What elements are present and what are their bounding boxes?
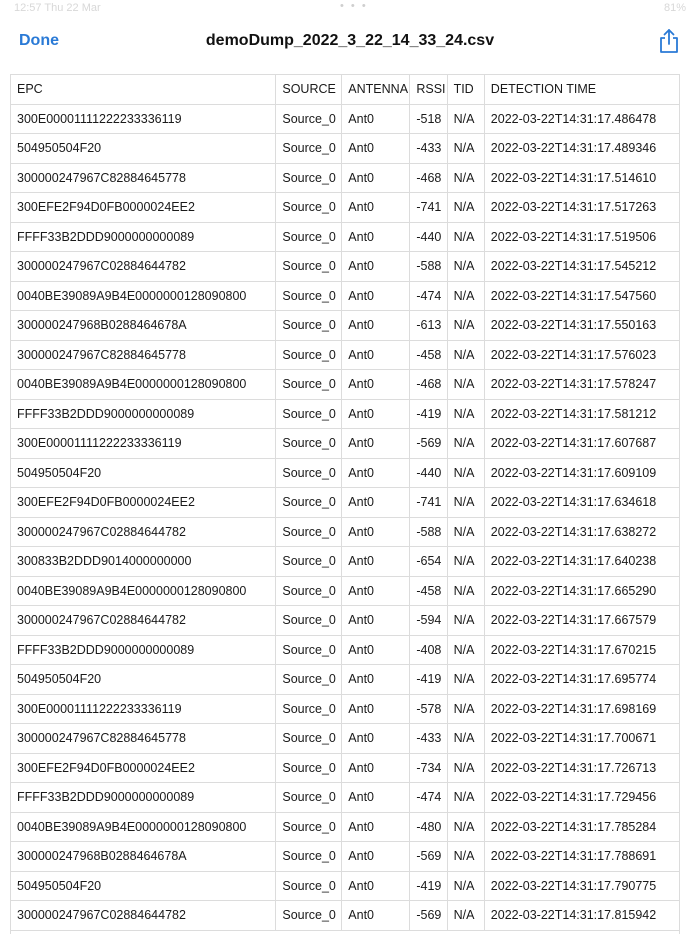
cell-detection-time: 2022-03-22T14:31:17.486478 — [484, 104, 679, 134]
cell-source: Source_0 — [276, 842, 342, 872]
table-row — [11, 222, 679, 252]
cell-source: Source_0 — [276, 429, 342, 459]
cell-tid: N/A — [447, 812, 484, 842]
cell-epc: FFFF33B2DDD9000000000089 — [11, 635, 276, 665]
table-row — [11, 547, 679, 577]
cell-source: Source_0 — [276, 281, 342, 311]
cell-detection-time: 2022-03-22T14:31:17.640238 — [484, 547, 679, 577]
cell-detection-time: 2022-03-22T14:31:17.785284 — [484, 812, 679, 842]
cell-antenna: Ant0 — [342, 134, 410, 164]
cell-antenna: Ant0 — [342, 104, 410, 134]
cell-tid: N/A — [447, 163, 484, 193]
header-epc: EPC — [11, 75, 276, 105]
cell-source: Source_0 — [276, 252, 342, 282]
cell-source: Source_0 — [276, 753, 342, 783]
header-rssi: RSSI — [410, 75, 447, 105]
cell-antenna: Ant0 — [342, 812, 410, 842]
cell-epc: 300000247967C02884644782 — [11, 517, 276, 547]
csv-table-container[interactable] — [10, 74, 680, 934]
cell-tid: N/A — [447, 606, 484, 636]
header-detection-time: DETECTION TIME — [484, 75, 679, 105]
cell-detection-time: 2022-03-22T14:31:17.581212 — [484, 399, 679, 429]
cell-detection-time: 2022-03-22T14:31:17.729456 — [484, 783, 679, 813]
cell-tid: N/A — [447, 340, 484, 370]
cell-rssi: -518 — [410, 104, 447, 134]
cell-source: Source_0 — [276, 517, 342, 547]
cell-detection-time: 2022-03-22T14:31:17.519506 — [484, 222, 679, 252]
table-row — [11, 783, 679, 813]
cell-rssi: -578 — [410, 694, 447, 724]
cell-rssi: -468 — [410, 163, 447, 193]
table-row — [11, 871, 679, 901]
cell-tid: N/A — [447, 281, 484, 311]
cell-rssi: -588 — [410, 252, 447, 282]
cell-detection-time: 2022-03-22T14:31:17.576023 — [484, 340, 679, 370]
cell-antenna: Ant0 — [342, 576, 410, 606]
header-source: SOURCE — [276, 75, 342, 105]
table-row — [11, 576, 679, 606]
cell-antenna: Ant0 — [342, 222, 410, 252]
cell-tid: N/A — [447, 399, 484, 429]
cell-tid: N/A — [447, 222, 484, 252]
table-row — [11, 458, 679, 488]
cell-source: Source_0 — [276, 134, 342, 164]
cell-antenna: Ant0 — [342, 724, 410, 754]
cell-rssi: -588 — [410, 517, 447, 547]
cell-detection-time: 2022-03-22T14:31:17.547560 — [484, 281, 679, 311]
cell-source: Source_0 — [276, 488, 342, 518]
cell-detection-time: 2022-03-22T14:31:17.790775 — [484, 871, 679, 901]
cell-epc: 300EFE2F94D0FB0000024EE2 — [11, 488, 276, 518]
cell-tid: N/A — [447, 134, 484, 164]
cell-antenna: Ant0 — [342, 429, 410, 459]
table-row — [11, 753, 679, 783]
cell-antenna: Ant0 — [342, 399, 410, 429]
table-row — [11, 517, 679, 547]
multitasking-dots[interactable]: • • • — [340, 0, 368, 12]
cell-epc: 504950504F20 — [11, 871, 276, 901]
table-row — [11, 665, 679, 695]
cell-tid: N/A — [447, 576, 484, 606]
table-row — [11, 901, 679, 931]
table-row — [11, 134, 679, 164]
cell-detection-time: 2022-03-22T14:31:17.514610 — [484, 163, 679, 193]
cell-epc: FFFF33B2DDD9000000000089 — [11, 783, 276, 813]
cell-tid: N/A — [447, 783, 484, 813]
header-tid: TID — [447, 75, 484, 105]
cell-tid: N/A — [447, 901, 484, 931]
cell-detection-time: 2022-03-22T14:31:17.665290 — [484, 576, 679, 606]
cell-detection-time: 2022-03-22T14:31:17.609109 — [484, 458, 679, 488]
table-row — [11, 488, 679, 518]
table-row — [11, 163, 679, 193]
cell-detection-time: 2022-03-22T14:31:17.517263 — [484, 193, 679, 223]
status-battery: 81% — [663, 2, 686, 14]
cell-epc: 0040BE39089A9B4E0000000128090800 — [11, 812, 276, 842]
cell-antenna: Ant0 — [342, 665, 410, 695]
table-row — [11, 399, 679, 429]
cell-antenna: Ant0 — [342, 281, 410, 311]
cell-epc: 300833B2DDD9014000000000 — [11, 547, 276, 577]
cell-detection-time: 2022-03-22T14:31:17.634618 — [484, 488, 679, 518]
status-bar — [0, 0, 700, 18]
cell-epc: 300000247968B0288464678A — [11, 842, 276, 872]
cell-rssi: -654 — [410, 547, 447, 577]
cell-epc: FFFF33B2DDD9000000000089 — [11, 399, 276, 429]
cell-antenna: Ant0 — [342, 694, 410, 724]
cell-detection-time: 2022-03-22T14:31:17.670215 — [484, 635, 679, 665]
table-row — [11, 281, 679, 311]
cell-detection-time: 2022-03-22T14:31:17.638272 — [484, 517, 679, 547]
cell-tid: N/A — [447, 488, 484, 518]
cell-rssi: -419 — [410, 399, 447, 429]
cell-tid: N/A — [447, 665, 484, 695]
table-row — [11, 635, 679, 665]
cell-epc: 300000247967C02884644782 — [11, 252, 276, 282]
cell-antenna: Ant0 — [342, 842, 410, 872]
table-row — [11, 193, 679, 223]
cell-source: Source_0 — [276, 222, 342, 252]
cell-detection-time: 2022-03-22T14:31:17.550163 — [484, 311, 679, 341]
cell-antenna: Ant0 — [342, 311, 410, 341]
cell-tid: N/A — [447, 370, 484, 400]
share-icon[interactable] — [658, 28, 680, 54]
cell-epc: 300E00001111222233336119 — [11, 429, 276, 459]
cell-tid: N/A — [447, 724, 484, 754]
cell-antenna: Ant0 — [342, 193, 410, 223]
cell-source: Source_0 — [276, 606, 342, 636]
cell-detection-time: 2022-03-22T14:31:17.489346 — [484, 134, 679, 164]
cell-epc: 300000247967C82884645778 — [11, 724, 276, 754]
table-row — [11, 104, 679, 134]
cell-antenna: Ant0 — [342, 340, 410, 370]
table-row — [11, 606, 679, 636]
cell-rssi: -433 — [410, 134, 447, 164]
cell-detection-time: 2022-03-22T14:31:17.695774 — [484, 665, 679, 695]
cell-rssi: -734 — [410, 753, 447, 783]
cell-rssi: -419 — [410, 665, 447, 695]
cell-antenna: Ant0 — [342, 547, 410, 577]
cell-tid: N/A — [447, 842, 484, 872]
cell-epc: FFFF33B2DDD9000000000089 — [11, 222, 276, 252]
cell-epc: 300000247967C02884644782 — [11, 606, 276, 636]
cell-source: Source_0 — [276, 340, 342, 370]
cell-tid: N/A — [447, 458, 484, 488]
cell-epc: 300000247967C82884645778 — [11, 340, 276, 370]
cell-detection-time: 2022-03-22T14:31:17.578247 — [484, 370, 679, 400]
cell-source: Source_0 — [276, 399, 342, 429]
navigation-bar — [0, 18, 700, 64]
cell-detection-time: 2022-03-22T14:31:17.726713 — [484, 753, 679, 783]
table-row — [11, 429, 679, 459]
cell-rssi: -468 — [410, 370, 447, 400]
cell-source: Source_0 — [276, 871, 342, 901]
cell-source: Source_0 — [276, 665, 342, 695]
cell-tid: N/A — [447, 871, 484, 901]
cell-detection-time: 2022-03-22T14:31:17.698169 — [484, 694, 679, 724]
cell-detection-time: 2022-03-22T14:31:17.700671 — [484, 724, 679, 754]
cell-antenna: Ant0 — [342, 606, 410, 636]
table-row — [11, 370, 679, 400]
cell-detection-time: 2022-03-22T14:31:17.815942 — [484, 901, 679, 931]
cell-epc: 0040BE39089A9B4E0000000128090800 — [11, 576, 276, 606]
cell-rssi: -594 — [410, 606, 447, 636]
status-date: Thu 22 Mar — [44, 2, 101, 14]
table-row — [11, 842, 679, 872]
cell-epc: 504950504F20 — [11, 458, 276, 488]
cell-tid: N/A — [447, 193, 484, 223]
status-time: 12:57 — [14, 2, 42, 14]
table-row — [11, 812, 679, 842]
cell-rssi: -569 — [410, 901, 447, 931]
cell-epc: 300EFE2F94D0FB0000024EE2 — [11, 753, 276, 783]
cell-antenna: Ant0 — [342, 252, 410, 282]
cell-source: Source_0 — [276, 812, 342, 842]
table-row — [11, 252, 679, 282]
table-row — [11, 340, 679, 370]
cell-source: Source_0 — [276, 104, 342, 134]
cell-tid: N/A — [447, 547, 484, 577]
cell-detection-time: 2022-03-22T14:31:17.607687 — [484, 429, 679, 459]
cell-rssi: -458 — [410, 576, 447, 606]
cell-epc: 300E00001111222233336119 — [11, 104, 276, 134]
cell-antenna: Ant0 — [342, 517, 410, 547]
cell-rssi: -569 — [410, 429, 447, 459]
table-row — [11, 694, 679, 724]
cell-antenna: Ant0 — [342, 901, 410, 931]
cell-source: Source_0 — [276, 163, 342, 193]
cell-antenna: Ant0 — [342, 488, 410, 518]
table-row — [11, 311, 679, 341]
cell-antenna: Ant0 — [342, 458, 410, 488]
cell-source: Source_0 — [276, 311, 342, 341]
cell-antenna: Ant0 — [342, 163, 410, 193]
cell-epc: 504950504F20 — [11, 665, 276, 695]
cell-antenna: Ant0 — [342, 871, 410, 901]
cell-source: Source_0 — [276, 901, 342, 931]
cell-rssi: -440 — [410, 458, 447, 488]
cell-tid: N/A — [447, 429, 484, 459]
cell-epc: 300E00001111222233336119 — [11, 694, 276, 724]
cell-rssi: -408 — [410, 635, 447, 665]
done-button[interactable]: Done — [19, 32, 59, 49]
header-antenna: ANTENNA — [342, 75, 410, 105]
cell-source: Source_0 — [276, 193, 342, 223]
cell-antenna: Ant0 — [342, 753, 410, 783]
cell-rssi: -480 — [410, 812, 447, 842]
cell-epc: 300000247967C02884644782 — [11, 901, 276, 931]
cell-tid: N/A — [447, 753, 484, 783]
cell-tid: N/A — [447, 694, 484, 724]
table-row — [11, 724, 679, 754]
cell-tid: N/A — [447, 104, 484, 134]
cell-rssi: -569 — [410, 842, 447, 872]
header-row — [11, 75, 679, 105]
cell-epc: 300000247967C82884645778 — [11, 163, 276, 193]
cell-epc: 504950504F20 — [11, 134, 276, 164]
cell-epc: 0040BE39089A9B4E0000000128090800 — [11, 281, 276, 311]
cell-rssi: -613 — [410, 311, 447, 341]
cell-source: Source_0 — [276, 783, 342, 813]
document-title: demoDump_2022_3_22_14_33_24.csv — [205, 32, 495, 49]
cell-source: Source_0 — [276, 724, 342, 754]
cell-tid: N/A — [447, 252, 484, 282]
cell-rssi: -433 — [410, 724, 447, 754]
cell-rssi: -419 — [410, 871, 447, 901]
cell-epc: 0040BE39089A9B4E0000000128090800 — [11, 370, 276, 400]
cell-source: Source_0 — [276, 458, 342, 488]
table-body — [11, 104, 679, 930]
cell-antenna: Ant0 — [342, 370, 410, 400]
cell-source: Source_0 — [276, 547, 342, 577]
cell-antenna: Ant0 — [342, 783, 410, 813]
cell-rssi: -440 — [410, 222, 447, 252]
cell-tid: N/A — [447, 517, 484, 547]
cell-epc: 300000247968B0288464678A — [11, 311, 276, 341]
cell-antenna: Ant0 — [342, 635, 410, 665]
cell-rssi: -474 — [410, 281, 447, 311]
cell-detection-time: 2022-03-22T14:31:17.788691 — [484, 842, 679, 872]
csv-table — [11, 74, 679, 931]
cell-rssi: -741 — [410, 488, 447, 518]
cell-source: Source_0 — [276, 635, 342, 665]
cell-source: Source_0 — [276, 370, 342, 400]
cell-rssi: -741 — [410, 193, 447, 223]
cell-rssi: -458 — [410, 340, 447, 370]
cell-tid: N/A — [447, 311, 484, 341]
cell-tid: N/A — [447, 635, 484, 665]
cell-rssi: -474 — [410, 783, 447, 813]
cell-detection-time: 2022-03-22T14:31:17.667579 — [484, 606, 679, 636]
cell-source: Source_0 — [276, 694, 342, 724]
cell-source: Source_0 — [276, 576, 342, 606]
status-time-date — [14, 2, 101, 14]
cell-detection-time: 2022-03-22T14:31:17.545212 — [484, 252, 679, 282]
cell-epc: 300EFE2F94D0FB0000024EE2 — [11, 193, 276, 223]
